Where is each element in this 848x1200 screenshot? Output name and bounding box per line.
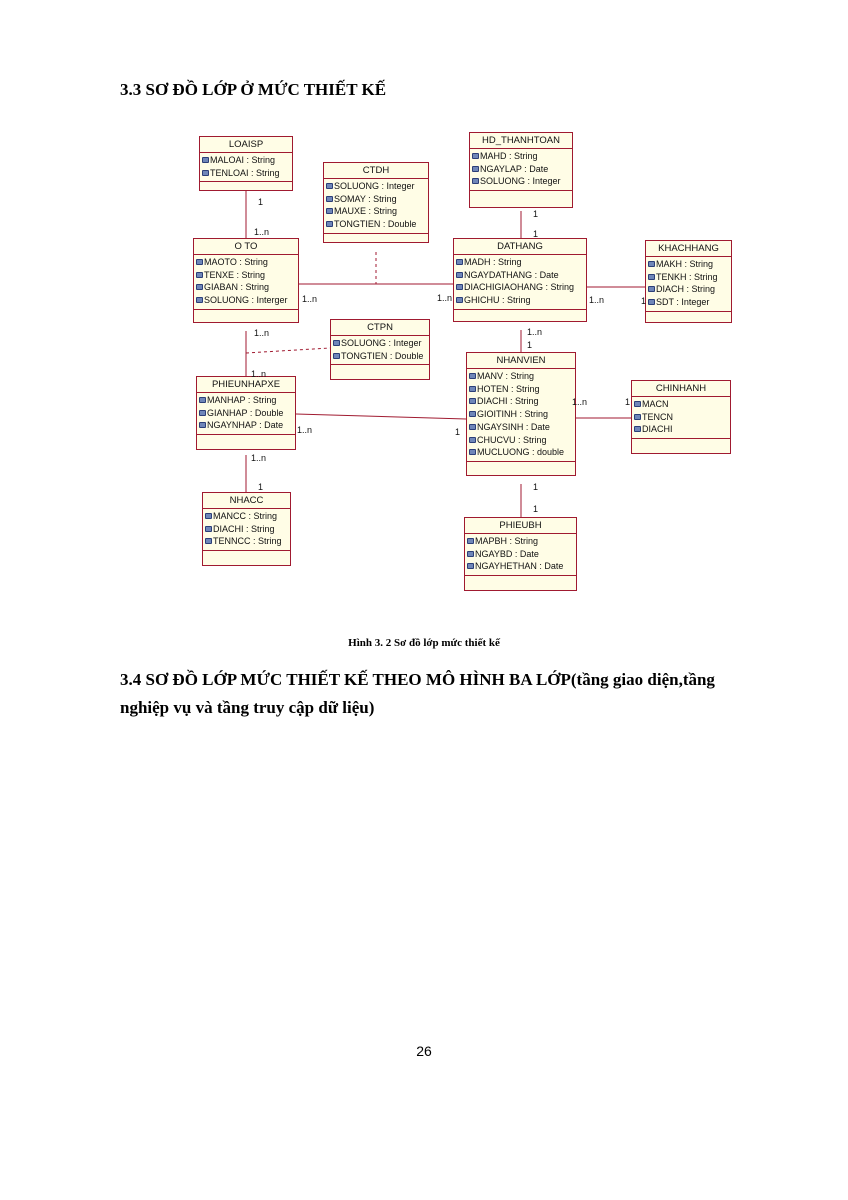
attribute: TENCN xyxy=(634,411,728,424)
attribute: TONGTIEN : Double xyxy=(333,350,427,363)
operations-compartment xyxy=(197,435,295,449)
class-nhacc[interactable] xyxy=(202,492,291,566)
class-name: CHINHANH xyxy=(632,381,730,397)
attribute: NGAYBD : Date xyxy=(467,548,574,561)
multiplicity-label: 1..n xyxy=(572,397,588,407)
multiplicity-label: 1..n xyxy=(254,227,270,237)
attribute: CHUCVU : String xyxy=(469,434,573,447)
attribute-icon xyxy=(205,538,212,544)
attribute-icon xyxy=(456,259,463,265)
attribute: TENLOAI : String xyxy=(202,167,290,180)
attribute: TENKH : String xyxy=(648,271,729,284)
class-hd-thanhtoan[interactable] xyxy=(469,132,573,208)
attribute: SDT : Integer xyxy=(648,296,729,309)
operations-compartment xyxy=(324,234,428,242)
multiplicity-label: 1 xyxy=(641,296,647,306)
section-heading-3-4: 3.4 SƠ ĐỒ LỚP MỨC THIẾT KẾ THEO MÔ HÌNH BA LỚP(tầng giao diện,tầng nghiệp vụ và tầng truy cập dữ liệu) xyxy=(120,670,715,717)
attribute-icon xyxy=(469,424,476,430)
attribute: MUCLUONG : double xyxy=(469,446,573,459)
attribute: SOLUONG : Integer xyxy=(333,337,427,350)
attribute-icon xyxy=(467,538,474,544)
operations-compartment xyxy=(646,312,731,322)
attribute-icon xyxy=(472,166,479,172)
attribute-icon xyxy=(648,261,655,267)
operations-compartment xyxy=(454,310,586,321)
class-nhanvien[interactable] xyxy=(466,352,576,476)
multiplicity-label: 1..n xyxy=(302,294,318,304)
attribute-icon xyxy=(326,208,333,214)
attribute: MACN xyxy=(634,398,728,411)
attribute: GIANHAP : Double xyxy=(199,407,293,420)
attribute: MAOTO : String xyxy=(196,256,296,269)
class-phieubh[interactable] xyxy=(464,517,577,591)
attribute-icon xyxy=(648,274,655,280)
attribute: HOTEN : String xyxy=(469,383,573,396)
class-phieunhapxe[interactable] xyxy=(196,376,296,450)
attribute-icon xyxy=(326,221,333,227)
multiplicity-label: 1 xyxy=(527,340,533,350)
attribute-icon xyxy=(196,284,203,290)
attribute-icon xyxy=(469,398,476,404)
attribute: MAPBH : String xyxy=(467,535,574,548)
attribute: TENNCC : String xyxy=(205,535,288,548)
attribute-icon xyxy=(196,272,203,278)
attribute: DIACHIGIAOHANG : String xyxy=(456,281,584,294)
class-ctpn[interactable] xyxy=(330,319,430,380)
attribute: NGAYHETHAN : Date xyxy=(467,560,574,573)
attribute-icon xyxy=(648,299,655,305)
attribute-icon xyxy=(326,196,333,202)
attribute-icon xyxy=(205,513,212,519)
attribute-icon xyxy=(196,259,203,265)
assoc-phieunhap-nhanvien xyxy=(296,414,466,419)
multiplicity-label: 1 xyxy=(533,229,539,239)
attribute: GHICHU : String xyxy=(456,294,584,307)
multiplicity-label: 1..n xyxy=(589,295,605,305)
class-khachhang[interactable] xyxy=(645,240,732,323)
attribute: GIABAN : String xyxy=(196,281,296,294)
attribute-icon xyxy=(648,286,655,292)
multiplicity-label: 1 xyxy=(533,482,539,492)
multiplicity-label: 1 xyxy=(258,482,264,492)
attribute: MANCC : String xyxy=(205,510,288,523)
attribute-icon xyxy=(467,563,474,569)
attribute-icon xyxy=(199,397,206,403)
class-name: PHIEUNHAPXE xyxy=(197,377,295,393)
multiplicity-label: 1..n xyxy=(254,328,270,338)
attribute: DIACH : String xyxy=(648,283,729,296)
class-name: O TO xyxy=(194,239,298,255)
multiplicity-label: 1..n xyxy=(437,293,453,303)
attribute-icon xyxy=(456,284,463,290)
attribute: MALOAI : String xyxy=(202,154,290,167)
class-name: KHACHHANG xyxy=(646,241,731,257)
attribute: DIACHI : String xyxy=(469,395,573,408)
attribute: DIACHI xyxy=(634,423,728,436)
attribute-icon xyxy=(469,449,476,455)
attribute-icon xyxy=(467,551,474,557)
attribute: MADH : String xyxy=(456,256,584,269)
attribute-icon xyxy=(202,157,209,163)
class-name: LOAISP xyxy=(200,137,292,153)
class-name: DATHANG xyxy=(454,239,586,255)
class-ctdh[interactable] xyxy=(323,162,429,243)
attribute-icon xyxy=(469,411,476,417)
multiplicity-label: 1..n xyxy=(251,453,267,463)
multiplicity-label: 1 xyxy=(258,197,264,207)
attribute-icon xyxy=(456,272,463,278)
multiplicity-label: 1 xyxy=(533,209,539,219)
attribute: MANHAP : String xyxy=(199,394,293,407)
attribute-icon xyxy=(456,297,463,303)
class-oto[interactable] xyxy=(193,238,299,323)
attribute-icon xyxy=(472,178,479,184)
attribute-icon xyxy=(469,386,476,392)
attribute-icon xyxy=(333,340,340,346)
attribute: SOLUONG : Interger xyxy=(196,294,296,307)
class-dathang[interactable] xyxy=(453,238,587,322)
attribute-icon xyxy=(634,414,641,420)
class-loaisp[interactable] xyxy=(199,136,293,191)
attribute-icon xyxy=(202,170,209,176)
attribute: NGAYSINH : Date xyxy=(469,421,573,434)
operations-compartment xyxy=(467,462,575,475)
attribute: MAHD : String xyxy=(472,150,570,163)
attribute: NGAYLAP : Date xyxy=(472,163,570,176)
attribute: SOMAY : String xyxy=(326,193,426,206)
class-name: NHACC xyxy=(203,493,290,509)
attribute: MAKH : String xyxy=(648,258,729,271)
multiplicity-label: 1..n xyxy=(527,327,543,337)
figure-caption: Hình 3. 2 Sơ đồ lớp mức thiết kế xyxy=(348,637,500,649)
assoc-class-ctpn xyxy=(246,348,330,353)
attribute: MAUXE : String xyxy=(326,205,426,218)
attribute: DIACHI : String xyxy=(205,523,288,536)
operations-compartment xyxy=(331,365,429,379)
class-name: CTPN xyxy=(331,320,429,336)
attribute: TONGTIEN : Double xyxy=(326,218,426,231)
operations-compartment xyxy=(465,576,576,590)
attribute: NGAYDATHANG : Date xyxy=(456,269,584,282)
attribute-icon xyxy=(472,153,479,159)
attribute-icon xyxy=(333,353,340,359)
class-name: CTDH xyxy=(324,163,428,179)
attribute: GIOITINH : String xyxy=(469,408,573,421)
multiplicity-label: 1..n xyxy=(297,425,313,435)
attribute-icon xyxy=(205,526,212,532)
attribute-icon xyxy=(634,426,641,432)
operations-compartment xyxy=(194,310,298,322)
multiplicity-label: 1 xyxy=(455,427,461,437)
attribute: TENXE : String xyxy=(196,269,296,282)
multiplicity-label: 1 xyxy=(625,397,631,407)
multiplicity-label: 1..n xyxy=(251,369,267,379)
page-number: 26 xyxy=(416,1043,432,1059)
attribute: SOLUONG : Integer xyxy=(326,180,426,193)
operations-compartment xyxy=(470,191,572,207)
operations-compartment xyxy=(632,439,730,453)
attribute: NGAYNHAP : Date xyxy=(199,419,293,432)
multiplicity-label: 1 xyxy=(533,504,539,514)
class-name: NHANVIEN xyxy=(467,353,575,369)
attribute-icon xyxy=(634,401,641,407)
attribute-icon xyxy=(326,183,333,189)
section-heading-3-3: 3.3 SƠ ĐỒ LỚP Ở MỨC THIẾT KẾ xyxy=(120,80,387,99)
attribute-icon xyxy=(469,373,476,379)
attribute-icon xyxy=(469,437,476,443)
attribute-icon xyxy=(196,297,203,303)
operations-compartment xyxy=(200,182,292,190)
class-chinhanh[interactable] xyxy=(631,380,731,454)
class-name: HD_THANHTOAN xyxy=(470,133,572,149)
operations-compartment xyxy=(203,551,290,565)
class-name: PHIEUBH xyxy=(465,518,576,534)
attribute-icon xyxy=(199,422,206,428)
attribute: SOLUONG : Integer xyxy=(472,175,570,188)
attribute: MANV : String xyxy=(469,370,573,383)
attribute-icon xyxy=(199,410,206,416)
